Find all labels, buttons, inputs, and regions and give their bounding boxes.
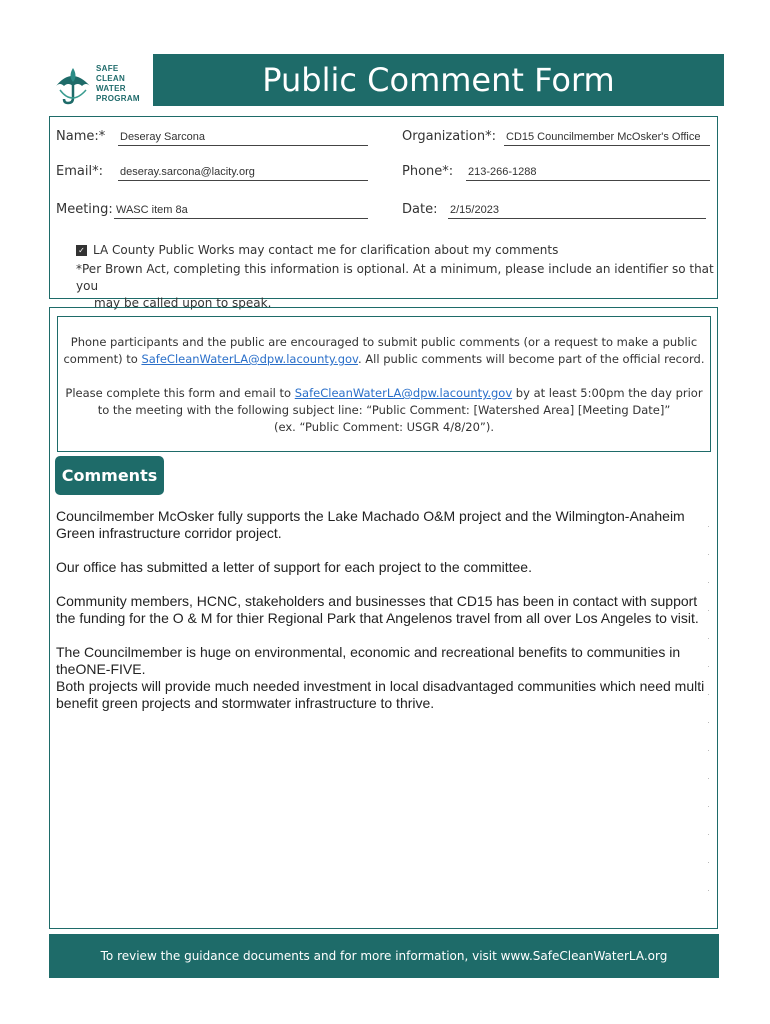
instructions-box: [57, 316, 711, 452]
date-label: Date:: [402, 202, 438, 217]
instructions-paragraph-1: Phone participants and the public are encouraged to submit public comments (or a request to make a public comment) to SafeCleanWaterLA@dpw.lacounty.gov. All public comments will become part of the official record.: [63, 335, 705, 366]
organization-field[interactable]: CD15 Councilmember McOsker's Office: [504, 130, 710, 146]
consent-checkbox[interactable]: ✓: [76, 245, 87, 256]
comment-paragraph: The Councilmember is huge on environmental, economic and recreational benefits to communities in theONE-FIVE. Both projects will provide much needed investment in local disadvantaged communities which need multi benefit green projects and stormwater infrastructure to thrive.: [56, 644, 705, 711]
organization-label: Organization*:: [402, 129, 496, 144]
note-line-1: *Per Brown Act, completing this information is optional. At a minimum, please include an identifier so that you: [76, 262, 714, 293]
name-label: Name:*: [56, 129, 106, 144]
email-label: Email*:: [56, 164, 103, 179]
note-line-2: may be called upon to speak.: [94, 296, 272, 310]
comment-paragraph: Community members, HCNC, stakeholders and businesses that CD15 has been in contact with support the funding for the O & M for thier Regional Park that Angelenos travel from all over Los Angeles to visit.: [56, 593, 699, 626]
comment-paragraph: Councilmember McOsker fully supports the Lake Machado O&M project and the Wilmington-Anaheim Green infrastructure corridor project.: [56, 508, 685, 541]
logo-wordmark: SAFE CLEAN WATER PROGRAM: [96, 64, 140, 103]
contact-info-section: [49, 116, 718, 310]
name-field[interactable]: Deseray Sarcona: [118, 130, 368, 146]
consent-row: [76, 243, 558, 257]
comments-textarea[interactable]: [56, 508, 706, 729]
safe-clean-water-logo: [52, 60, 152, 110]
email-field[interactable]: deseray.sarcona@lacity.org: [118, 165, 368, 181]
line-guide-dots: [708, 526, 710, 916]
email-link[interactable]: SafeCleanWaterLA@dpw.lacounty.gov: [294, 386, 513, 400]
comments-heading: Comments: [55, 456, 164, 495]
footer-bar: To review the guidance documents and for more information, visit www.SafeCleanWaterLA.org: [49, 934, 719, 978]
subject-example: (ex. “Public Comment: USGR 4/8/20”).: [273, 420, 495, 434]
instructions-paragraph-2: Please complete this form and email to SafeCleanWaterLA@dpw.lacounty.gov by at least 5:00pm the day prior to the meeting with the following subject line: “Public Comment: [Watershed Area] [Meeting Date]” (ex. “Public Comment: USGR 4/8/20”).: [65, 386, 703, 434]
email-link[interactable]: SafeCleanWaterLA@dpw.lacounty.gov: [141, 352, 358, 366]
consent-label: LA County Public Works may contact me for clarification about my comments: [93, 243, 559, 257]
page-title: Public Comment Form: [153, 54, 724, 106]
meeting-label: Meeting:: [56, 202, 113, 217]
brown-act-note: [76, 261, 716, 312]
phone-field[interactable]: 213-266-1288: [466, 165, 710, 181]
umbrella-drop-icon: [52, 60, 96, 108]
meeting-field[interactable]: WASC item 8a: [114, 203, 368, 219]
date-field[interactable]: 2/15/2023: [448, 203, 706, 219]
comment-paragraph: Our office has submitted a letter of support for each project to the committee.: [56, 559, 532, 575]
phone-label: Phone*:: [402, 164, 454, 179]
